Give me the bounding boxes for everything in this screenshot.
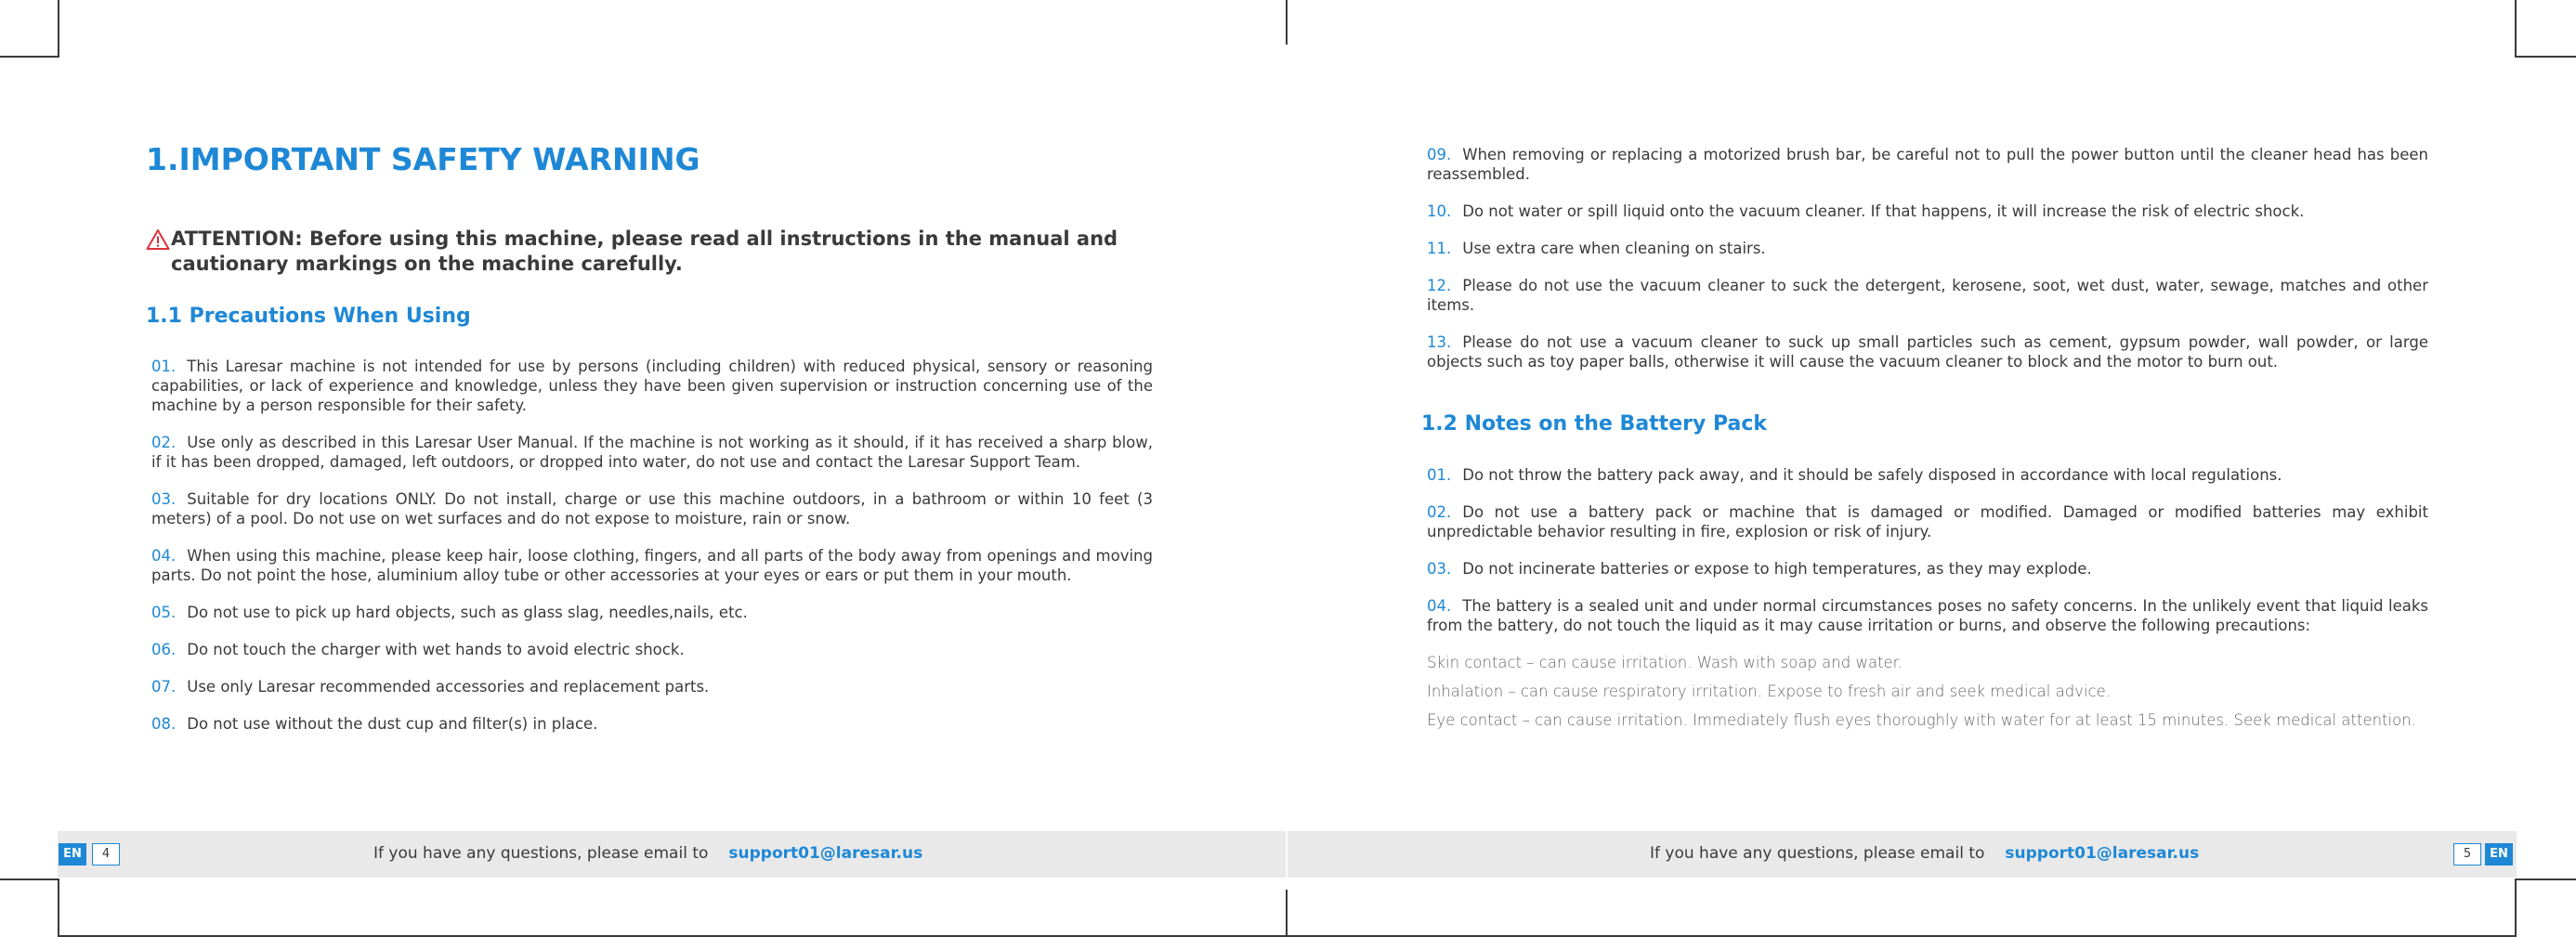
attention-text: [146, 227, 1153, 277]
list-item: [151, 714, 1153, 734]
item-number: 02.: [151, 434, 177, 451]
list-item: [1427, 596, 2428, 635]
warning-triangle-icon: [146, 228, 170, 251]
item-number: 09.: [1427, 146, 1452, 163]
item-text: Suitable for dry locations ONLY. Do not install, charge or use this machine outdoors, in a bathroom or within 10 feet (3 meters) of a pool. Do not use on wet surfaces and do not expose to moisture, rain or snow.: [151, 490, 1153, 527]
list-item: [1427, 465, 2428, 485]
item-text: Do not touch the charger with wet hands to avoid electric shock.: [187, 641, 685, 658]
item-number: 02.: [1427, 503, 1452, 521]
item-text: The battery is a sealed unit and under normal circumstances poses no safety concerns. In the unlikely event that liquid leaks from the battery, do not touch the liquid as it may cause irritation or burns, and observe the following precautions:: [1427, 597, 2428, 634]
page-title: 1.IMPORTANT SAFETY WARNING: [146, 141, 700, 177]
list-item: [151, 433, 1153, 472]
item-number: 07.: [151, 678, 177, 696]
item-text: Do not water or spill liquid onto the vacuum cleaner. If that happens, it will increase the risk of electric shock.: [1462, 202, 2305, 220]
precautions-list: [151, 357, 1153, 751]
support-email-link[interactable]: support01@laresar.us: [728, 844, 923, 863]
item-number: 11.: [1427, 240, 1452, 257]
item-number: 01.: [151, 358, 177, 375]
item-number: 04.: [151, 547, 177, 565]
list-item: [151, 546, 1153, 585]
crop-mark: [58, 878, 59, 937]
list-item: [151, 357, 1153, 415]
crop-mark: [58, 0, 59, 58]
precaution-eye: Eye contact – can cause irritation. Immediately flush eyes thoroughly with water for at least 15 minutes. Seek medical attention.: [1427, 711, 2416, 729]
item-text: Use only as described in this Laresar User Manual. If the machine is not working as it should, if it has received a sharp blow, if it has been dropped, damaged, left outdoors, or dropped into water, do not use and contact the Laresar Support Team.: [151, 434, 1153, 471]
list-item: [151, 603, 1153, 622]
list-item: [151, 677, 1153, 696]
language-badge: EN: [59, 843, 86, 865]
crop-mark: [0, 56, 58, 58]
list-item: [1427, 202, 2428, 221]
item-text: Do not throw the battery pack away, and it should be safely disposed in accordance with local regulations.: [1462, 466, 2282, 484]
item-number: 05.: [151, 604, 177, 621]
item-text: Please do not use a vacuum cleaner to suck up small particles such as cement, gypsum powder, wall powder, or large objects such as toy paper balls, otherwise it will cause the vacuum cleaner to block and the motor to burn out.: [1427, 333, 2428, 371]
crop-mark: [2515, 0, 2517, 58]
item-number: 06.: [151, 641, 177, 658]
language-badge: EN: [2485, 843, 2513, 865]
list-item: [1427, 332, 2428, 371]
list-item: [1427, 276, 2428, 315]
item-number: 08.: [151, 715, 177, 733]
item-text: Do not incinerate batteries or expose to high temperatures, as they may explode.: [1462, 560, 2092, 578]
item-text: Use extra care when cleaning on stairs.: [1462, 240, 1766, 257]
list-item: [151, 489, 1153, 528]
footer-contact: [1650, 844, 2199, 863]
precaution-skin: Skin contact – can cause irritation. Wash with soap and water.: [1427, 654, 1903, 671]
item-number: 12.: [1427, 277, 1452, 294]
support-email-link[interactable]: support01@laresar.us: [2005, 844, 2200, 863]
list-item: [1427, 502, 2428, 541]
page-number: 4: [92, 843, 120, 865]
battery-notes-list: [1427, 465, 2428, 739]
footer-question: If you have any questions, please email to: [1650, 844, 1985, 863]
item-number: 10.: [1427, 202, 1452, 220]
crop-mark: [1286, 0, 1288, 45]
item-number: 04.: [1427, 597, 1452, 615]
list-item: [1427, 239, 2428, 258]
item-number: 13.: [1427, 333, 1452, 351]
precaution-inhalation: Inhalation – can cause respiratory irritation. Expose to fresh air and seek medical advice.: [1427, 683, 2111, 700]
item-text: Do not use without the dust cup and filter(s) in place.: [187, 715, 598, 733]
crop-mark: [1286, 890, 1288, 937]
attention-notice: [146, 227, 1153, 277]
item-text: When using this machine, please keep hair, loose clothing, fingers, and all parts of the body away from openings and moving parts. Do not point the hose, aluminium alloy tube or other accessories at your eyes or ears or put them in your mouth.: [151, 547, 1153, 584]
crop-mark: [2517, 56, 2576, 58]
crop-mark: [2517, 878, 2576, 880]
footer-question: If you have any questions, please email to: [373, 844, 709, 863]
item-text: Do not use a battery pack or machine that is damaged or modified. Damaged or modified batteries may exhibit unpredictable behavior resulting in fire, explosion or risk of injury.: [1427, 503, 2428, 540]
item-number: 01.: [1427, 466, 1452, 484]
attention-line-1: ATTENTION: Before using this machine, please read all instructions in the manual and: [171, 228, 1118, 250]
item-text: Do not use to pick up hard objects, such as glass slag, needles,nails, etc.: [187, 604, 748, 621]
item-text: This Laresar machine is not intended for use by persons (including children) with reduced physical, sensory or reasoning capabilities, or lack of experience and knowledge, unless they have been given supervision or instruction concerning use of the machine by a person responsible for their safety.: [151, 358, 1153, 414]
item-text: When removing or replacing a motorized brush bar, be careful not to pull the power button until the cleaner head has been reassembled.: [1427, 146, 2428, 183]
attention-line-2: cautionary markings on the machine carefully.: [171, 253, 683, 275]
crop-mark: [0, 878, 58, 880]
item-number: 03.: [151, 490, 177, 508]
item-text: Please do not use the vacuum cleaner to suck the detergent, kerosene, soot, wet dust, water, sewage, matches and other items.: [1427, 277, 2428, 314]
list-item: [1427, 559, 2428, 579]
footer-right: [1288, 831, 2517, 878]
item-text: Use only Laresar recommended accessories and replacement parts.: [187, 678, 710, 696]
item-number: 03.: [1427, 560, 1452, 578]
list-item: [1427, 145, 2428, 184]
section-title-precautions: 1.1 Precautions When Using: [146, 305, 471, 328]
precautions-list-continued: [1427, 145, 2428, 389]
list-item: [151, 640, 1153, 659]
crop-mark: [2515, 878, 2517, 937]
footer-contact: [373, 844, 922, 863]
page-number: 5: [2453, 843, 2481, 865]
footer-left: [58, 831, 1286, 878]
section-title-battery: 1.2 Notes on the Battery Pack: [1421, 412, 1768, 436]
